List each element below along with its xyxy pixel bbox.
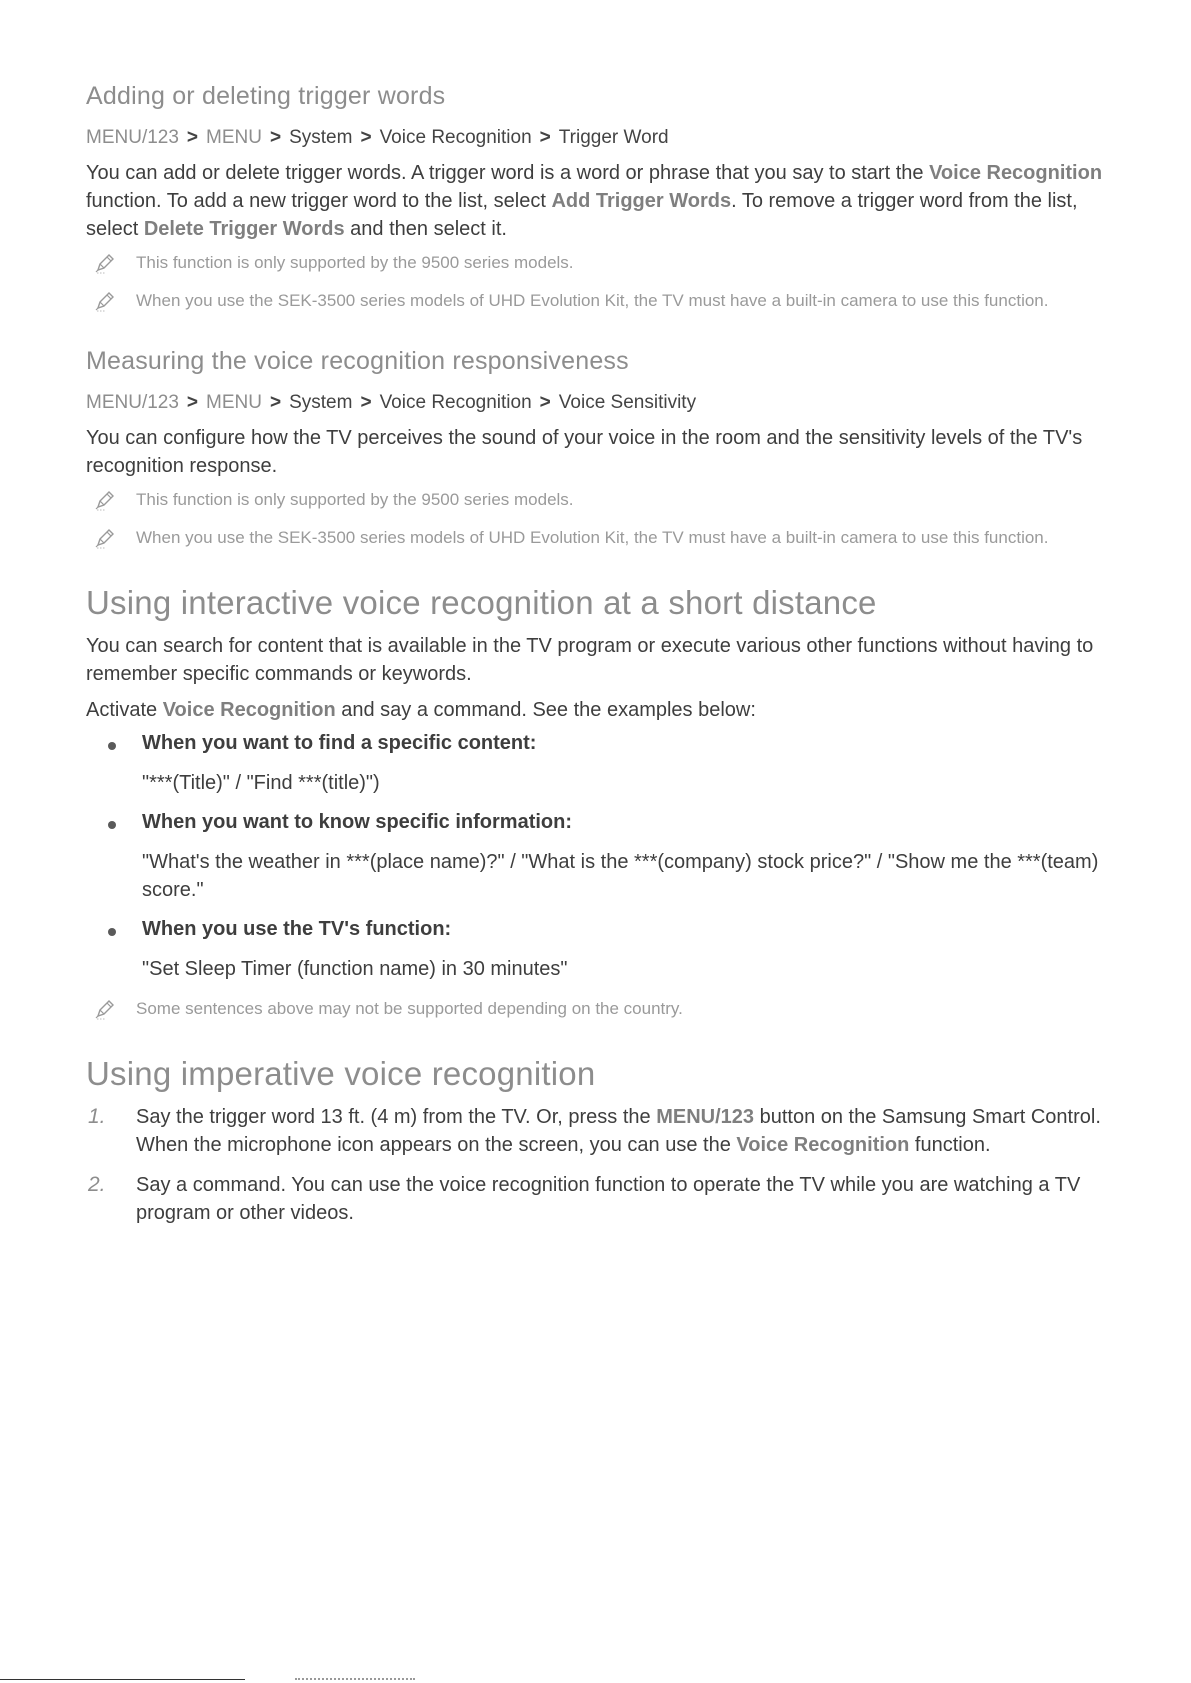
- body-text: You can search for content that is available in the TV program or execute various other functions without having to remember specific commands or keywords.: [86, 635, 1094, 685]
- example-text: "***(Title)" / "Find ***(title)"): [142, 772, 380, 794]
- path-item: MENU: [206, 392, 262, 413]
- footer-rule: [0, 1679, 245, 1680]
- chevron-right-icon: >: [269, 392, 282, 413]
- section-trigger-words: [86, 82, 1116, 313]
- manual-page: [86, 82, 1116, 1239]
- path-item: MENU/123: [86, 392, 179, 413]
- pencil-icon: [94, 489, 116, 511]
- chevron-right-icon: >: [539, 127, 551, 148]
- body-text: You can configure how the TV perceives the sound of your voice in the room and the sensitivity levels of the TV's recognition response.: [86, 427, 1083, 477]
- bullet-item: When you want to know specific information:: [86, 811, 1116, 834]
- step-item: 1. Say the trigger word 13 ft. (4 m) from the TV. Or, press the MENU/123 button on the Samsung Smart Control. When the microphone icon appears on the screen, you can use the Voice Recognition function.: [88, 1105, 1101, 1156]
- section-interactive-voice: [86, 584, 1116, 1021]
- step-number: 1.: [88, 1105, 106, 1128]
- pencil-icon: [94, 290, 116, 312]
- step-number: 2.: [88, 1173, 106, 1196]
- note: This function is only supported by the 9500 series models.: [86, 488, 1116, 512]
- example-text: "What's the weather in ***(place name)?" / "What is the ***(company) stock price?" / "Show me the ***(team) score.": [142, 851, 1099, 901]
- pencil-icon: [94, 527, 116, 549]
- body-text: You can add or delete trigger words. A trigger word is a word or phrase that you say to start the Voice Recognition function. To add a new trigger word to the list, select Add Trigger Words. To remove a trigger word from the list, select Delete Trigger Words and then select it.: [86, 162, 1103, 240]
- footer-marks: [295, 1678, 415, 1682]
- pencil-icon: [94, 252, 116, 274]
- menu-path: [86, 127, 1116, 149]
- path-item: Trigger Word: [558, 127, 669, 148]
- note: When you use the SEK-3500 series models of UHD Evolution Kit, the TV must have a built-in camera to use this function.: [86, 526, 1116, 550]
- section-heading: Using interactive voice recognition at a short distance: [86, 584, 877, 621]
- bullet-item: When you want to find a specific content:: [86, 732, 1116, 755]
- path-item: System: [289, 127, 353, 148]
- note: This function is only supported by the 9500 series models.: [86, 251, 1116, 275]
- path-item: Voice Sensitivity: [558, 392, 697, 413]
- path-item: MENU: [206, 127, 262, 148]
- path-item: System: [289, 392, 353, 413]
- chevron-right-icon: >: [269, 127, 282, 148]
- example-text: "Set Sleep Timer (function name) in 30 minutes": [142, 958, 568, 980]
- path-item: MENU/123: [86, 127, 179, 148]
- menu-path: [86, 392, 1116, 414]
- note: When you use the SEK-3500 series models of UHD Evolution Kit, the TV must have a built-in camera to use this function.: [86, 289, 1116, 313]
- chevron-right-icon: >: [186, 127, 199, 148]
- bullet-icon: [108, 742, 116, 750]
- path-item: Voice Recognition: [379, 127, 532, 148]
- section-heading: Using imperative voice recognition: [86, 1055, 596, 1092]
- chevron-right-icon: >: [186, 392, 199, 413]
- body-text: Activate Voice Recognition and say a command. See the examples below:: [86, 699, 756, 721]
- section-voice-sensitivity: [86, 347, 1116, 550]
- bullet-item: When you use the TV's function:: [86, 918, 1116, 941]
- bullet-icon: [108, 928, 116, 936]
- section-heading: Measuring the voice recognition responsiveness: [86, 347, 629, 375]
- chevron-right-icon: >: [360, 127, 372, 148]
- note: Some sentences above may not be supported depending on the country.: [86, 997, 1116, 1021]
- pencil-icon: [94, 998, 116, 1020]
- bullet-icon: [108, 821, 116, 829]
- section-heading: Adding or deleting trigger words: [86, 82, 446, 110]
- section-imperative-voice: [86, 1055, 1116, 1227]
- step-item: 2. Say a command. You can use the voice recognition function to operate the TV while you are watching a TV program or other videos.: [88, 1173, 1081, 1224]
- chevron-right-icon: >: [539, 392, 551, 413]
- chevron-right-icon: >: [360, 392, 372, 413]
- path-item: Voice Recognition: [379, 392, 532, 413]
